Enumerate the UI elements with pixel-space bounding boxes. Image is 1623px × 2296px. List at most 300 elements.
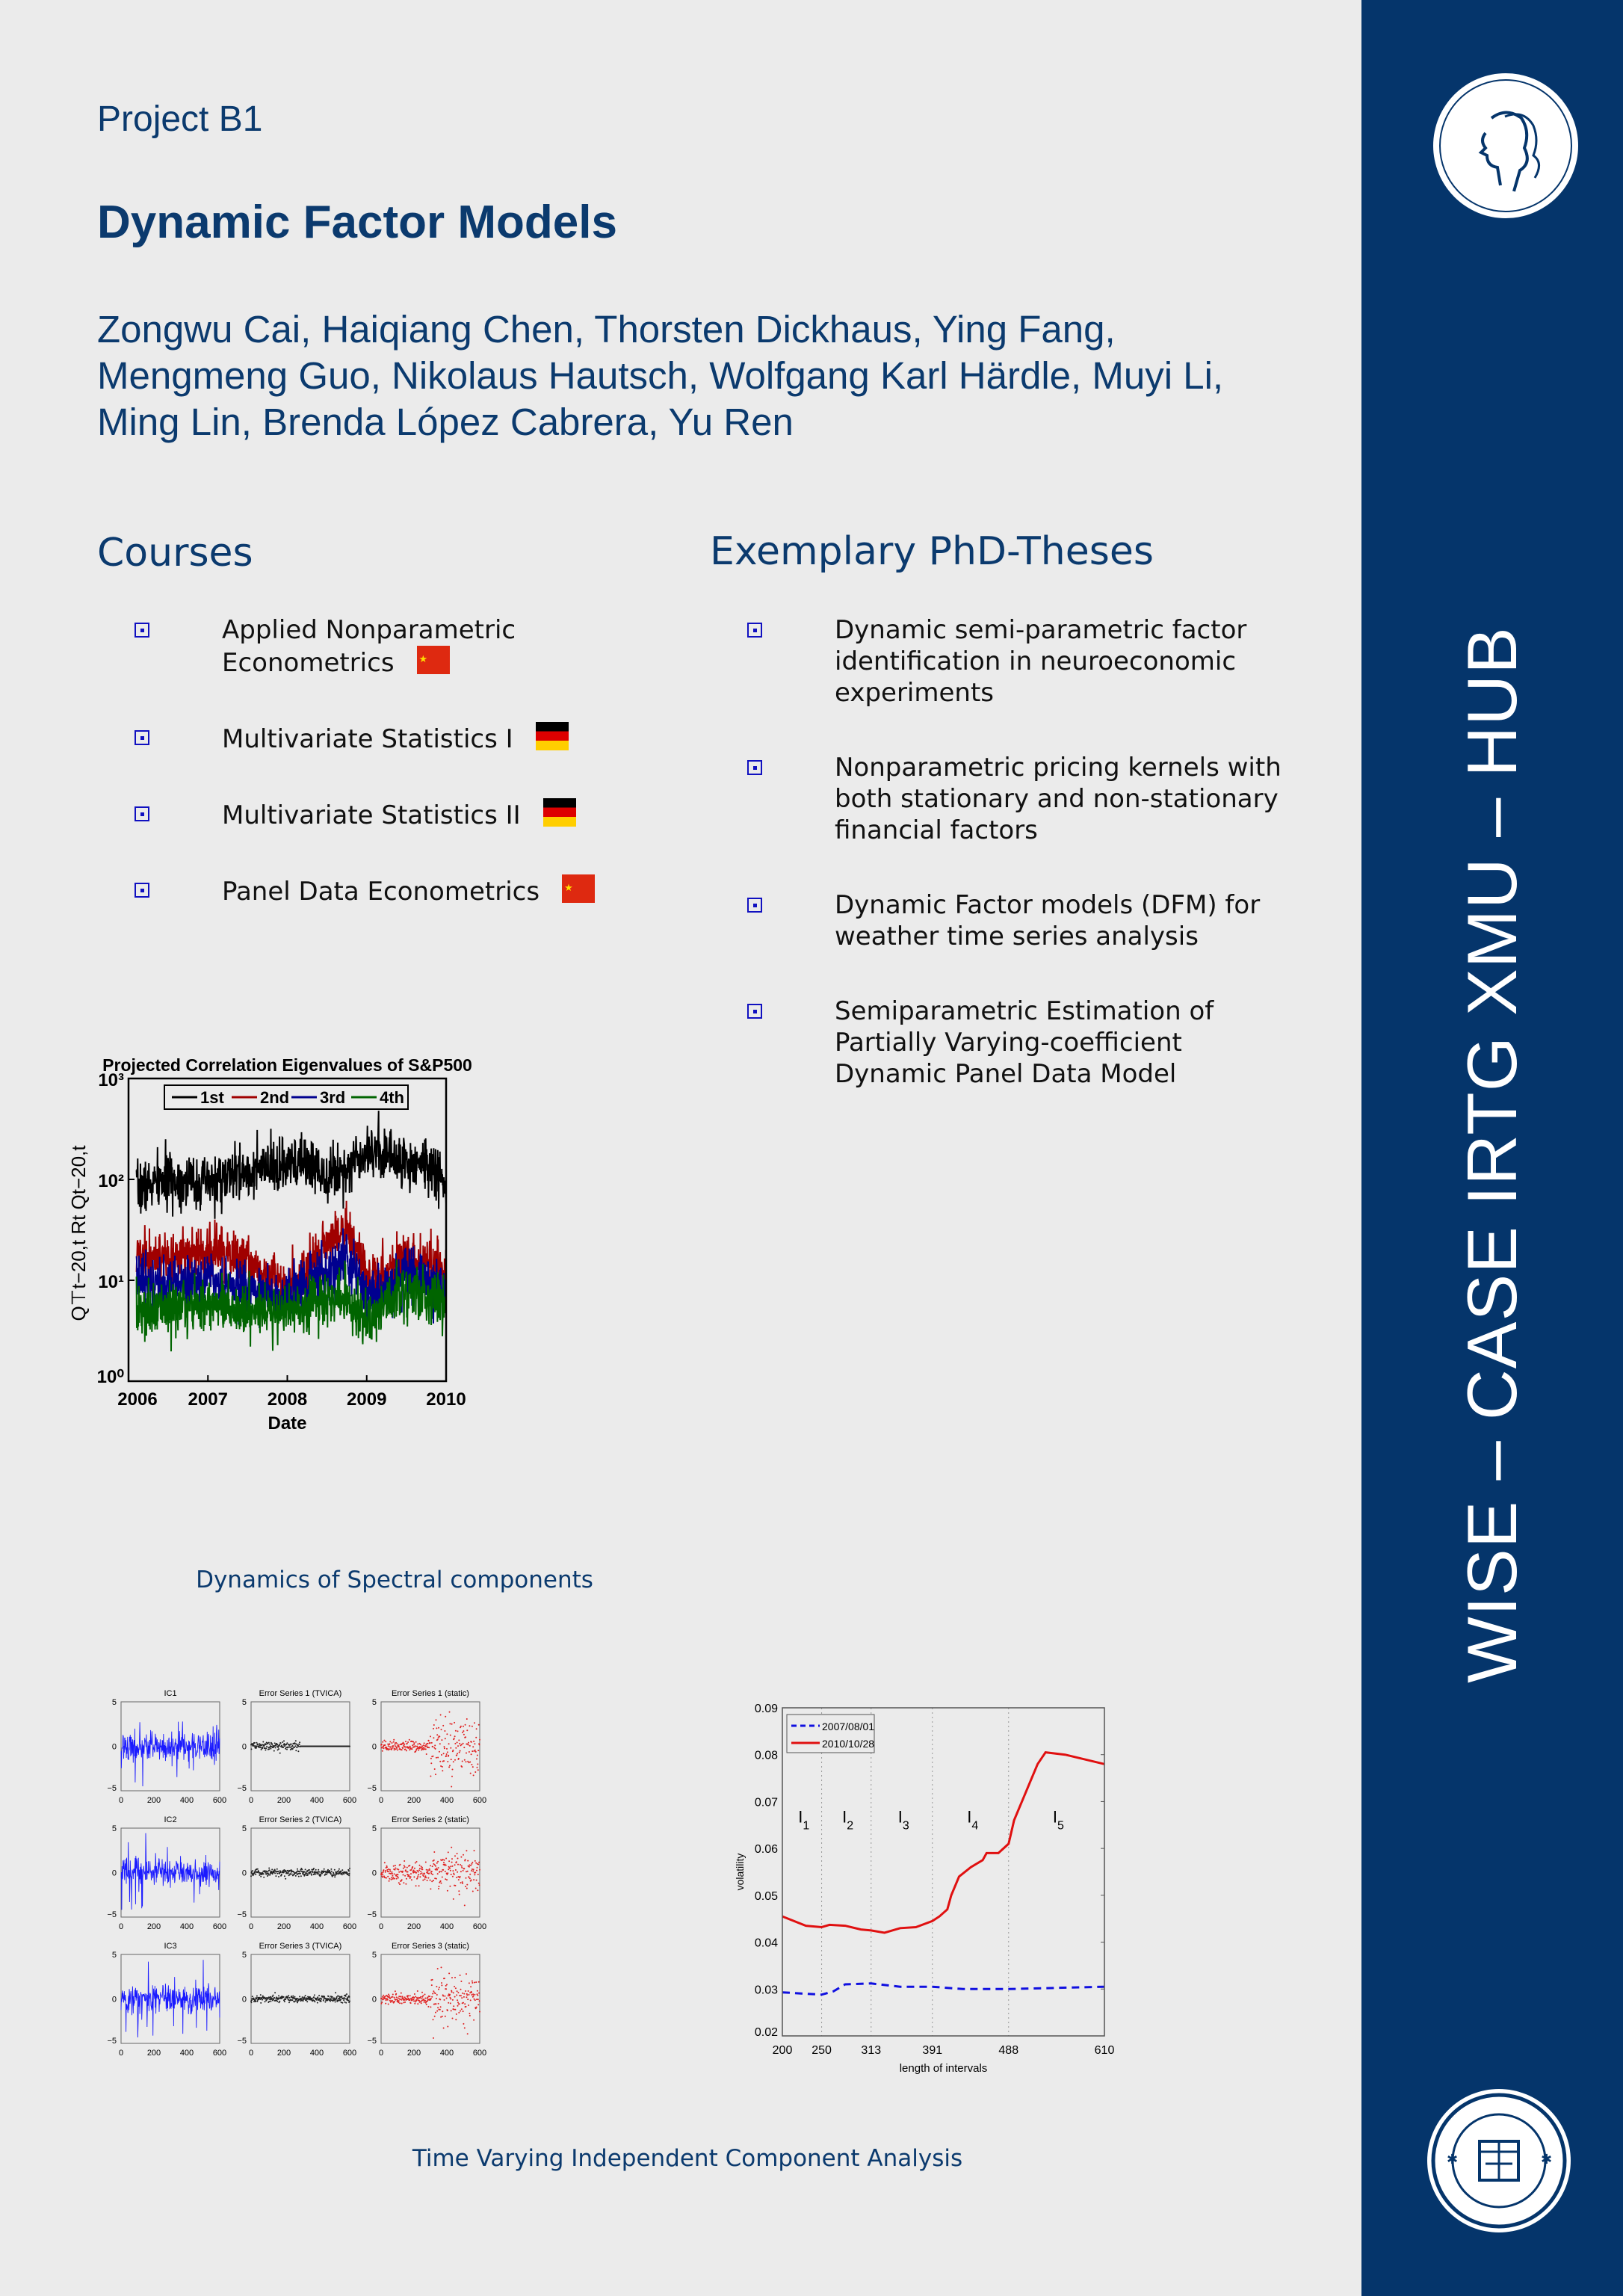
error-point xyxy=(348,1874,350,1876)
error-point xyxy=(459,2003,460,2005)
error-point xyxy=(400,1999,401,2000)
error-point xyxy=(464,2003,466,2005)
y-tick-label: 5 xyxy=(371,1698,377,1707)
error-point xyxy=(395,1744,396,1746)
error-point xyxy=(283,1996,285,1998)
error-point xyxy=(469,1876,470,1877)
error-point xyxy=(256,1742,258,1744)
error-point xyxy=(433,2037,434,2039)
error-point xyxy=(469,1745,471,1747)
error-point xyxy=(436,1994,438,1996)
error-point xyxy=(260,1747,262,1748)
error-point xyxy=(338,1868,340,1870)
error-point xyxy=(438,1888,439,1889)
error-point xyxy=(474,1750,476,1751)
error-point xyxy=(386,1869,388,1871)
error-point xyxy=(454,1977,456,1978)
error-point xyxy=(406,1867,408,1868)
error-point xyxy=(382,1996,383,1998)
error-point xyxy=(409,1865,410,1866)
error-point xyxy=(447,1751,448,1753)
error-point xyxy=(438,2003,439,2005)
error-point xyxy=(436,1863,438,1864)
error-point xyxy=(466,1761,467,1762)
error-point xyxy=(465,1886,466,1887)
error-point xyxy=(391,1996,392,1998)
error-point xyxy=(477,1864,479,1866)
y-tick-label: 10³ xyxy=(98,1070,124,1090)
error-point xyxy=(273,1750,275,1752)
error-point xyxy=(433,1880,434,1881)
error-point xyxy=(433,1860,435,1861)
error-point xyxy=(414,2003,415,2005)
error-point xyxy=(477,2004,479,2005)
error-point xyxy=(344,2002,345,2003)
error-point xyxy=(445,1871,446,1872)
error-point xyxy=(392,1996,393,1998)
error-point xyxy=(265,1872,267,1874)
error-point xyxy=(274,1869,276,1871)
error-point xyxy=(411,1879,412,1880)
error-point xyxy=(389,1880,390,1882)
error-point xyxy=(477,1867,478,1868)
error-point xyxy=(293,1871,294,1873)
error-point xyxy=(345,2002,347,2004)
error-point xyxy=(417,1875,418,1877)
error-point xyxy=(409,1746,411,1747)
error-point xyxy=(472,1993,474,1995)
error-point xyxy=(452,2018,454,2019)
error-point xyxy=(474,1999,476,2001)
error-point xyxy=(421,2002,422,2004)
error-point xyxy=(445,1755,447,1756)
error-point xyxy=(442,1859,444,1860)
error-point xyxy=(287,1870,288,1871)
error-point xyxy=(428,1747,430,1748)
y-tick-label: 0 xyxy=(241,1868,247,1878)
error-point xyxy=(431,1742,433,1744)
error-point xyxy=(433,1728,434,1729)
course-label: Multivariate Statistics II xyxy=(222,800,521,830)
error-point xyxy=(273,1997,275,1999)
panel-title: Error Series 2 (static) xyxy=(392,1815,469,1824)
error-point xyxy=(447,1872,448,1874)
error-point xyxy=(436,1869,438,1871)
error-point xyxy=(267,1875,268,1877)
error-point xyxy=(447,2010,448,2011)
error-point xyxy=(291,1874,293,1875)
y-tick-label: −5 xyxy=(237,2037,247,2046)
x-tick-label: 200 xyxy=(146,1922,161,1931)
error-point xyxy=(442,1770,443,1771)
error-point xyxy=(384,1877,386,1878)
error-point xyxy=(437,1739,439,1741)
error-point xyxy=(439,1751,440,1753)
error-point xyxy=(269,1869,270,1871)
error-point xyxy=(462,1993,463,1994)
error-point xyxy=(469,1725,470,1726)
error-point xyxy=(474,1871,476,1873)
error-point xyxy=(466,1888,468,1889)
error-point xyxy=(471,1764,472,1765)
error-point xyxy=(473,2019,474,2021)
error-point xyxy=(457,1858,459,1860)
error-point xyxy=(252,1870,253,1871)
error-point xyxy=(432,1866,433,1867)
error-point xyxy=(419,1868,421,1869)
error-point xyxy=(254,1742,256,1744)
x-tick-label: 0 xyxy=(118,2049,124,2058)
error-point xyxy=(268,1874,269,1876)
x-tick-label: 0 xyxy=(118,1796,124,1805)
error-point xyxy=(461,1866,463,1867)
error-point xyxy=(275,1747,276,1748)
error-point xyxy=(423,1744,424,1746)
error-point xyxy=(435,1993,436,1994)
error-point xyxy=(476,1728,477,1729)
error-point xyxy=(463,2010,464,2012)
x-tick-label: 0 xyxy=(248,1922,254,1931)
error-point xyxy=(299,1744,300,1745)
error-point xyxy=(443,1862,445,1863)
error-point xyxy=(396,1747,398,1749)
error-point xyxy=(447,1761,448,1762)
error-point xyxy=(476,1758,477,1759)
error-point xyxy=(265,2001,266,2002)
error-point xyxy=(460,1726,462,1727)
error-point xyxy=(316,1999,318,2001)
error-point xyxy=(284,2001,285,2002)
error-point xyxy=(405,1747,406,1748)
error-point xyxy=(461,2008,463,2010)
error-point xyxy=(278,1995,279,1996)
error-point xyxy=(422,1880,424,1881)
y-axis-label: volatility xyxy=(734,1853,746,1891)
error-point xyxy=(427,1877,429,1879)
error-point xyxy=(457,1741,458,1743)
error-point xyxy=(280,1742,282,1744)
error-point xyxy=(427,1743,429,1744)
error-point xyxy=(473,1879,474,1880)
error-point xyxy=(274,1872,276,1874)
error-point xyxy=(332,1996,333,1998)
error-point xyxy=(472,1891,474,1892)
error-point xyxy=(413,1870,415,1871)
error-point xyxy=(434,1864,436,1866)
error-point xyxy=(423,1747,424,1748)
error-point xyxy=(394,1878,395,1880)
error-point xyxy=(415,1885,417,1886)
error-point xyxy=(424,1998,426,1999)
error-point xyxy=(398,1871,400,1873)
error-point xyxy=(271,1744,273,1745)
error-point xyxy=(386,1877,387,1879)
error-point xyxy=(478,1883,480,1884)
error-point xyxy=(397,1743,398,1744)
error-point xyxy=(439,1761,441,1762)
error-point xyxy=(450,2002,451,2004)
error-point xyxy=(477,1995,478,1996)
error-point xyxy=(466,1994,468,1996)
error-point xyxy=(315,1874,316,1875)
error-point xyxy=(317,1873,318,1874)
error-point xyxy=(388,1745,389,1747)
error-point xyxy=(412,1866,413,1868)
error-point xyxy=(420,1996,421,1998)
error-point xyxy=(292,1748,294,1750)
error-point xyxy=(441,1984,442,1986)
x-tick-label: 488 xyxy=(998,2044,1019,2057)
y-tick-label: −5 xyxy=(367,2037,377,2046)
y-tick-label: 0 xyxy=(241,1742,247,1752)
x-tick-label: 2007 xyxy=(188,1389,228,1410)
y-tick-label: 5 xyxy=(241,1824,247,1833)
error-point xyxy=(424,1746,426,1747)
error-point xyxy=(451,1723,453,1725)
y-tick-label: 0 xyxy=(111,1742,117,1752)
y-tick-label: 5 xyxy=(111,1824,117,1833)
error-point xyxy=(273,1747,274,1748)
error-point xyxy=(407,1996,409,1998)
error-point xyxy=(381,1744,383,1745)
error-point xyxy=(463,1743,464,1744)
error-point xyxy=(450,1866,451,1867)
error-point xyxy=(276,1745,278,1747)
error-point xyxy=(385,1870,386,1871)
error-point xyxy=(251,1999,253,2001)
y-tick-label: 0.02 xyxy=(754,2026,778,2039)
x-tick-label: 600 xyxy=(472,2049,487,2058)
error-point xyxy=(430,1776,431,1777)
error-point xyxy=(410,1873,412,1874)
error-point xyxy=(470,1773,472,1774)
error-point xyxy=(440,1765,442,1767)
x-tick-label: 400 xyxy=(439,1922,454,1931)
error-point xyxy=(473,1774,474,1776)
error-point xyxy=(438,1727,439,1729)
y-tick-label: 0 xyxy=(371,1868,377,1878)
error-point xyxy=(466,1729,468,1731)
error-point xyxy=(307,1874,309,1876)
error-point xyxy=(443,1753,445,1754)
error-point xyxy=(478,1993,480,1994)
legend-label: 2007/08/01 xyxy=(822,1721,875,1732)
x-tick-label: 0 xyxy=(118,1922,124,1931)
error-point xyxy=(406,1743,408,1744)
error-point xyxy=(404,1865,405,1866)
error-point xyxy=(457,1730,459,1732)
error-point xyxy=(285,1999,286,2000)
error-point xyxy=(393,1739,395,1741)
error-point xyxy=(311,1874,312,1876)
error-point xyxy=(409,1877,411,1879)
error-point xyxy=(416,1861,418,1863)
error-point xyxy=(297,1750,299,1752)
x-tick-label: 400 xyxy=(439,2049,454,2058)
error-point xyxy=(440,1880,442,1882)
error-point xyxy=(471,1741,472,1743)
error-point xyxy=(457,1745,459,1747)
error-point xyxy=(468,2005,469,2006)
error-point xyxy=(347,1871,348,1873)
error-point xyxy=(282,1741,283,1743)
error-point xyxy=(448,1755,449,1756)
x-tick-label: 400 xyxy=(309,2049,324,2058)
error-point xyxy=(262,1747,263,1748)
error-point xyxy=(433,1737,434,1738)
error-point xyxy=(445,1988,447,1990)
error-point xyxy=(433,1851,435,1853)
error-point xyxy=(391,1877,392,1878)
error-point xyxy=(454,1735,456,1737)
error-point xyxy=(388,1868,389,1870)
error-point xyxy=(270,2001,271,2002)
error-point xyxy=(463,1996,465,1998)
x-tick-label: 600 xyxy=(472,1922,487,1931)
error-point xyxy=(300,1875,302,1877)
error-point xyxy=(467,1999,469,2000)
error-point xyxy=(430,1735,431,1737)
legend-label: 2010/10/28 xyxy=(822,1738,875,1750)
error-point xyxy=(268,1868,270,1869)
error-point xyxy=(398,1747,400,1748)
error-point xyxy=(413,1997,415,1999)
error-point xyxy=(455,1730,457,1732)
error-point xyxy=(467,2033,469,2034)
error-point xyxy=(349,1746,350,1747)
error-point xyxy=(445,1985,447,1987)
error-point xyxy=(439,2009,441,2010)
error-point xyxy=(422,1749,424,1750)
error-point xyxy=(434,1744,436,1746)
y-tick-label: 0 xyxy=(371,1995,377,2005)
error-point xyxy=(449,1723,451,1724)
error-point xyxy=(268,1748,270,1750)
error-point xyxy=(469,2015,471,2016)
error-point xyxy=(436,2003,437,2005)
error-point xyxy=(276,1868,278,1870)
error-point xyxy=(340,1999,341,2000)
x-tick-label: 600 xyxy=(342,1922,357,1931)
error-point xyxy=(457,1853,458,1854)
error-point xyxy=(292,1996,294,1997)
error-point xyxy=(436,1869,437,1871)
error-point xyxy=(454,1864,456,1866)
error-point xyxy=(430,1998,432,1999)
error-point xyxy=(395,1865,396,1866)
error-point xyxy=(469,1762,471,1763)
error-point xyxy=(444,1747,445,1749)
error-point xyxy=(338,1996,340,1997)
error-point xyxy=(253,1998,255,1999)
error-point xyxy=(458,1890,460,1892)
x-tick-label: 400 xyxy=(179,1922,194,1931)
error-point xyxy=(457,1992,459,1993)
error-point xyxy=(451,1847,452,1848)
error-point xyxy=(288,1995,289,1996)
error-point xyxy=(336,1998,337,1999)
error-point xyxy=(346,1993,347,1995)
error-point xyxy=(261,1749,262,1750)
error-point xyxy=(469,1866,470,1868)
x-axis-label: Date xyxy=(268,1413,307,1434)
error-point xyxy=(460,1857,462,1858)
error-point xyxy=(452,1876,454,1877)
error-point xyxy=(397,1874,398,1875)
x-tick-label: 610 xyxy=(1094,2044,1115,2057)
error-point xyxy=(408,1747,409,1749)
error-point xyxy=(338,2000,340,2002)
error-point xyxy=(405,1741,406,1742)
error-point xyxy=(400,1996,401,1997)
error-point xyxy=(441,1739,442,1741)
error-point xyxy=(297,2002,298,2003)
error-point xyxy=(279,1745,280,1747)
error-point xyxy=(274,1992,276,1993)
x-tick-label: 313 xyxy=(861,2044,882,2057)
error-point xyxy=(436,1719,437,1721)
error-point xyxy=(478,1981,480,1983)
y-tick-label: 0.04 xyxy=(754,1937,778,1950)
error-point xyxy=(398,1877,399,1879)
error-point xyxy=(458,1879,460,1880)
error-point xyxy=(313,1868,315,1869)
error-point xyxy=(463,1726,464,1727)
error-point xyxy=(335,2002,336,2003)
error-point xyxy=(380,2003,382,2005)
x-tick-label: 2008 xyxy=(267,1389,308,1410)
error-point xyxy=(430,1758,432,1759)
error-point xyxy=(477,1767,478,1768)
error-point xyxy=(274,1742,276,1744)
error-point xyxy=(420,1871,421,1872)
error-point xyxy=(474,1874,475,1875)
error-point xyxy=(471,1863,472,1865)
error-point xyxy=(475,1888,477,1889)
error-point xyxy=(250,1875,252,1877)
error-point xyxy=(426,1753,427,1755)
error-point xyxy=(281,1874,282,1875)
error-point xyxy=(469,1994,470,1996)
y-tick-label: −5 xyxy=(237,1910,247,1919)
error-point xyxy=(463,1868,465,1869)
series-line-2007/08/01 xyxy=(782,1984,1104,1995)
error-point xyxy=(430,1999,431,2001)
error-point xyxy=(413,2000,415,2002)
ic-series-line xyxy=(121,1833,220,1910)
error-point xyxy=(324,2002,326,2003)
error-point xyxy=(260,1876,262,1877)
error-point xyxy=(465,1724,466,1726)
error-point xyxy=(256,2001,258,2002)
panel-title: Error Series 3 (static) xyxy=(392,1942,469,1951)
error-point xyxy=(349,2001,350,2002)
error-point xyxy=(290,1749,291,1750)
error-point xyxy=(407,1871,409,1873)
error-point xyxy=(456,1754,457,1756)
error-point xyxy=(341,1874,343,1875)
error-point xyxy=(394,1749,395,1750)
error-point xyxy=(267,1871,268,1873)
error-point xyxy=(384,1744,386,1746)
error-point xyxy=(424,1873,425,1874)
panel-title: Error Series 2 (TVICA) xyxy=(259,1815,342,1824)
error-point xyxy=(414,1868,415,1869)
error-point xyxy=(307,1873,309,1874)
error-point xyxy=(439,1987,440,1988)
error-point xyxy=(471,1994,472,1996)
error-point xyxy=(451,2010,452,2011)
